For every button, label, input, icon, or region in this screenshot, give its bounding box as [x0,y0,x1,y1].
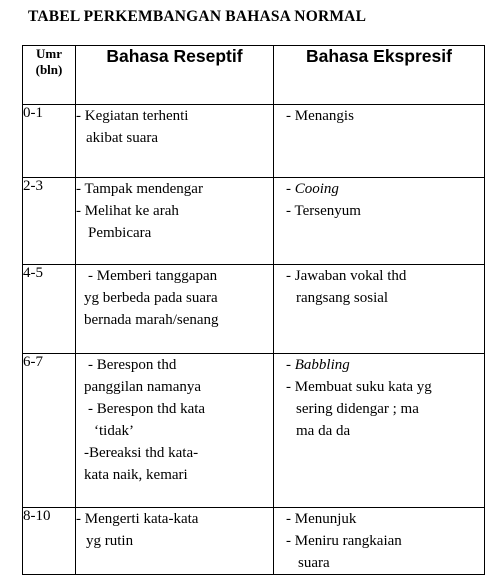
cell-line: - Meniru rangkaian [286,533,402,549]
age-cell: 4-5 [23,265,76,354]
cell-line: kata naik, kemari [84,467,188,483]
cell-line: ma da da [296,423,351,439]
cell-line: - Tampak mendengar [76,181,203,197]
cell-line: bernada marah/senang [84,312,219,328]
cell-line: - Mengerti kata-kata [76,511,199,527]
table-row [23,354,485,508]
header-age-label: Umr [36,46,62,61]
cell-line: panggilan namanya [84,379,202,395]
cell-line: - Jawaban vokal thd [286,268,407,284]
table-row [23,265,485,354]
header-age [23,46,76,105]
expressive-cell [274,105,485,178]
receptive-cell [76,354,274,508]
table-row [23,105,485,178]
expressive-cell [274,508,485,575]
cell-line: rangsang sosial [296,290,389,306]
page-title: TABEL PERKEMBANGAN BAHASA NORMAL [28,8,367,25]
receptive-cell [76,508,274,575]
header-receptive: Bahasa Reseptif [76,46,274,105]
expressive-cell [274,178,485,265]
expressive-cell [274,354,485,508]
table-row [23,508,485,575]
cell-line: yg berbeda pada suara [84,290,218,306]
receptive-cell [76,265,274,354]
receptive-cell [76,105,274,178]
cell-line: - Melihat ke arah [76,203,179,219]
cell-line: - Berespon thd [88,357,177,373]
header-expressive: Bahasa Ekspresif [274,46,485,105]
cell-line: - Membuat suku kata yg [286,379,432,395]
cell-line: - Babbling [286,357,350,373]
cell-line: - Berespon thd kata [88,401,206,417]
expressive-cell [274,265,485,354]
cell-line: - Menangis [286,108,354,124]
age-cell: 2-3 [23,178,76,265]
cell-line: suara [298,555,330,571]
table-header-row [23,46,485,105]
age-cell: 0-1 [23,105,76,178]
cell-line: akibat suara [86,130,159,146]
header-age-unit: (bln) [35,62,63,77]
cell-line: sering didengar ; ma [296,401,419,417]
cell-line: yg rutin [86,533,134,549]
cell-line: Pembicara [88,225,152,241]
cell-line: - Tersenyum [286,203,361,219]
language-development-table [22,45,485,575]
cell-line: - Memberi tanggapan [88,268,218,284]
cell-line: - Kegiatan terhenti [76,108,189,124]
receptive-cell [76,178,274,265]
age-cell: 8-10 [23,508,76,575]
age-cell: 6-7 [23,354,76,508]
cell-line: - Cooing [286,181,339,197]
cell-line: ‘tidak’ [94,423,134,439]
cell-line: -Bereaksi thd kata- [84,445,199,461]
table-row [23,178,485,265]
cell-line: - Menunjuk [286,511,357,527]
